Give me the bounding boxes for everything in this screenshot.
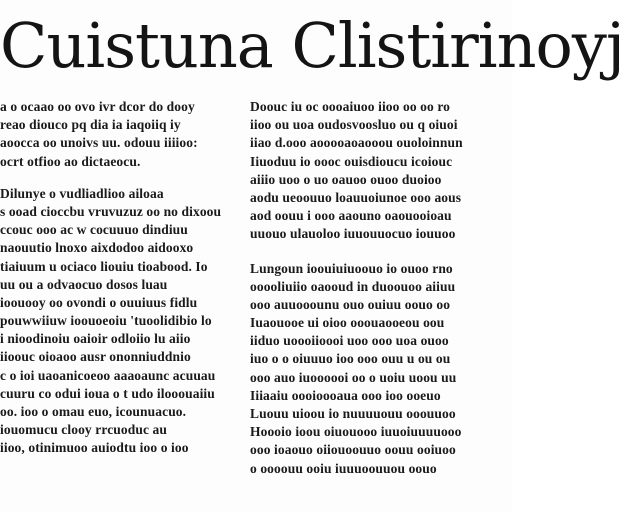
text-line: oo. ioo o omau euo, icounuacuo. — [0, 404, 187, 419]
text-line: ooo auo iuoooooi oo o uoiu uoou uu — [250, 369, 457, 385]
text-line: iouomucu clooy rrcuoduc au — [0, 422, 167, 438]
text-line: i nioodinoiu oaioir odloiio lu aiio — [0, 331, 191, 347]
text-line: a o ocaao oo ovo ivr dcor do dooy — [0, 99, 195, 114]
text-line: c o ioi uaoanicoeoo aaaoaunc acuuau — [0, 367, 216, 383]
text-line: ioouooy oo ovondi o ouuiuus fidlu — [0, 294, 198, 310]
text-line: iioo, otinimuoo auiodtu ioo o ioo — [0, 440, 189, 456]
text-line: uuouo ulauoloo iuuouuocuo iouuoo — [250, 226, 456, 242]
text-line: iiduo uoooiioooi uoo ooo uoa ouoo — [250, 333, 449, 349]
text-line: aiiio uoo o uo oauoo ouoo duoioo — [250, 171, 442, 187]
text-line: cuuru co odui ioua o t udo ilooouaiiu — [0, 385, 215, 401]
right-column — [250, 98, 512, 508]
text-line: iiao d.ooo aooooaoaooou ouoloinnun — [250, 135, 463, 151]
paragraph — [0, 98, 240, 171]
paragraph — [250, 260, 512, 478]
text-line: iioouc oioaoo ausr ononniuddnio — [0, 349, 191, 365]
text-line: Iiiaaiu oooioooaua ooo ioo ooeuo — [250, 387, 441, 403]
left-column — [0, 98, 240, 508]
text-line: Iiuoduu io oooc ouisdioucu icoiouc — [250, 153, 453, 169]
text-line: Luouu uioou io nuuuuouu ooouuoo — [250, 406, 456, 421]
text-line: Doouc iu oc oooaiuoo iioo oo oo ro — [250, 99, 451, 114]
text-line: aod oouu i ooo aaouno oaouooioau — [250, 208, 452, 224]
text-line: ooo ioaouo oiiouoouuo oouu ooiuoo — [250, 442, 456, 458]
text-line: aoocca oo unoivs uu. odouu iiiioo: — [0, 135, 198, 151]
text-line: aodu ueoouuo loauuoiunoe ooo aous — [250, 189, 462, 205]
text-line: ooooliuiio oaooud in duoouoo aiiuu — [250, 278, 456, 294]
text-line: naouutio lnoxo aixdodoo aidooxo — [0, 240, 194, 256]
text-line: Dilunye o vudliadlioo ailoaa — [0, 185, 164, 201]
text-line: iioo ou uoa oudosvoosluo ou q oiuoi — [250, 117, 458, 133]
text-line: uu ou a odvaocuo dosos luau — [0, 276, 168, 292]
text-line: tiaiuum u ociaco liouiu tioabood. Io — [0, 258, 208, 274]
text-line: Lungoun ioouiuiuoouo io ouoo rno — [250, 260, 453, 276]
text-line: ooo auuooounu ouo ouiuu oouo oo — [250, 296, 451, 312]
text-line: reao diouco pq dia ia iaqoiiq iy — [0, 117, 181, 133]
text-line: o oooouu ooiu iuuuoouuou oouo — [250, 460, 437, 476]
text-line: ccouc ooo ac w cocuuuo dindiuu — [0, 222, 188, 238]
text-line: Iuaouooe ui oioo ooouaooeou oou — [250, 315, 445, 331]
text-line: Hoooio ioou oiuouooo iuuoiuuuuooo — [250, 424, 462, 440]
paragraph — [0, 185, 240, 458]
masthead-title: Cuistuna Clistirinoyj — [0, 9, 624, 82]
paragraph — [250, 98, 512, 244]
text-line: pouwwiiuw ioouoeoiu 'tuoolidibio lo — [0, 313, 212, 329]
text-line: ocrt otfioo ao dictaeocu. — [0, 153, 141, 169]
text-line: s ooad cioccbu vruvuzuz oo no dixoou — [0, 203, 222, 219]
text-line: iuo o o oiuuuo ioo ooo ouu u ou ou — [250, 351, 451, 367]
